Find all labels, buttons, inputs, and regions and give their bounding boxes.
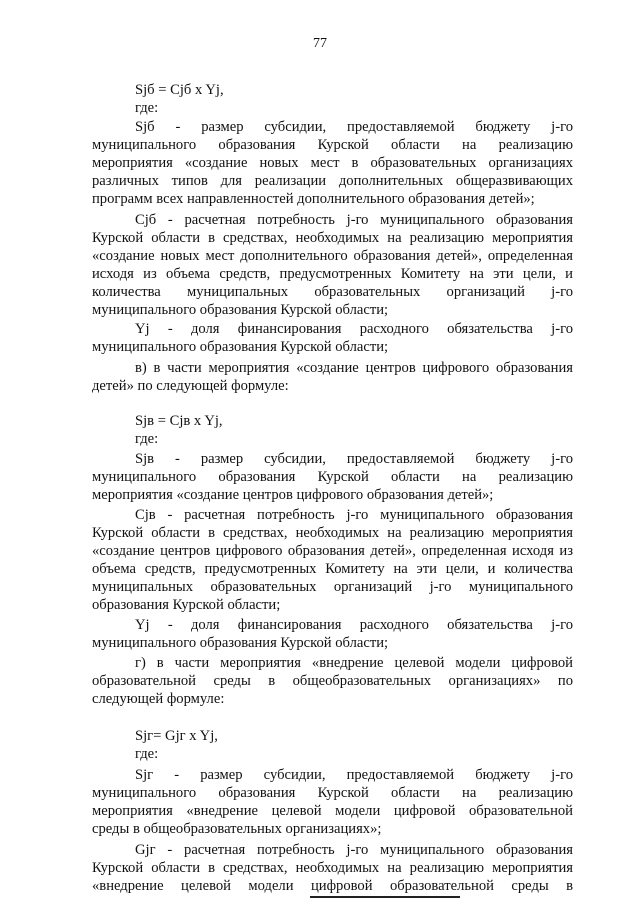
text-line: «создание центров цифрового образования детей», определенная исходя из [92,543,573,559]
text-line: муниципальных образовательных организаций j-го муниципального [92,579,573,595]
text-line: мероприятия «создание новых мест в образовательных организациях [92,155,573,171]
text-line: муниципального образования Курской области; [92,339,389,355]
text-line: образования Курской области; [92,597,281,613]
text-line: объема средств, предусмотренных Комитету на эти цели, и количества [92,561,573,577]
text-line: Sjв - размер субсидии, предоставляемой бюджету j-го [135,451,573,467]
text-line: Yj - доля финансирования расходного обязательства j-го [135,321,573,337]
text-line: среды в общеобразовательных организациях»; [92,821,382,837]
text-line: Курской области в средствах, необходимых на реализацию мероприятия [92,860,573,876]
text-line: муниципального образования Курской области; [92,635,389,651]
text-line: Sjб - размер субсидии, предоставляемой бюджету j-го [135,119,573,135]
formula-sjv: Sjв = Cjв x Yj, [135,413,223,429]
text-line: мероприятия «внедрение целевой модели цифровой образовательной [92,803,573,819]
text-line: муниципального образования Курской области на реализацию [92,785,573,801]
text-line: исходя из объема средств, предусмотренных Комитету на эти цели, и [92,266,573,282]
text-line: Курской области в средствах, необходимых на реализацию мероприятия [92,230,573,246]
text-line: муниципального образования Курской области на реализацию [92,137,573,153]
text-line: Курской области в средствах, необходимых на реализацию мероприятия [92,525,573,541]
text-line: Yj - доля финансирования расходного обязательства j-го [135,617,573,633]
text-line: муниципального образования Курской области на реализацию [92,469,573,485]
text-line: «внедрение целевой модели цифровой образовательной среды в [92,878,573,894]
text-line: детей» по следующей формуле: [92,378,289,394]
text-line: Gjг - расчетная потребность j-го муниципального образования [135,842,573,858]
text-line: программ всех направленностей дополнительного образования детей»; [92,191,535,207]
text-line: Cjв - расчетная потребность j-го муниципального образования [135,507,573,523]
page-number: 77 [313,36,327,51]
text-line: мероприятия «создание центров цифрового образования детей»; [92,487,494,503]
where-label: где: [135,746,159,762]
text-line: в) в части мероприятия «создание центров цифрового образования [135,360,573,376]
text-line: количества муниципальных образовательных организаций j-го [92,284,573,300]
where-label: где: [135,431,159,447]
text-line: следующей формуле: [92,691,225,707]
formula-sjg: Sjг= Gjг x Yj, [135,728,218,744]
text-line: муниципального образования Курской области; [92,302,389,318]
text-line: «создание новых мест дополнительного образования детей», определенная [92,248,573,264]
where-label: где: [135,100,159,116]
text-line: Sjг - размер субсидии, предоставляемой бюджету j-го [135,767,573,783]
text-line: г) в части мероприятия «внедрение целевой модели цифровой [135,655,573,671]
footer-rule [310,896,460,898]
text-line: различных типов для реализации дополнительных общеразвивающих [92,173,573,189]
formula-sjb: Sjб = Cjб x Yj, [135,82,224,98]
text-line: Cjб - расчетная потребность j-го муниципального образования [135,212,573,228]
text-line: образовательной среды в общеобразовательных организациях» по [92,673,573,689]
